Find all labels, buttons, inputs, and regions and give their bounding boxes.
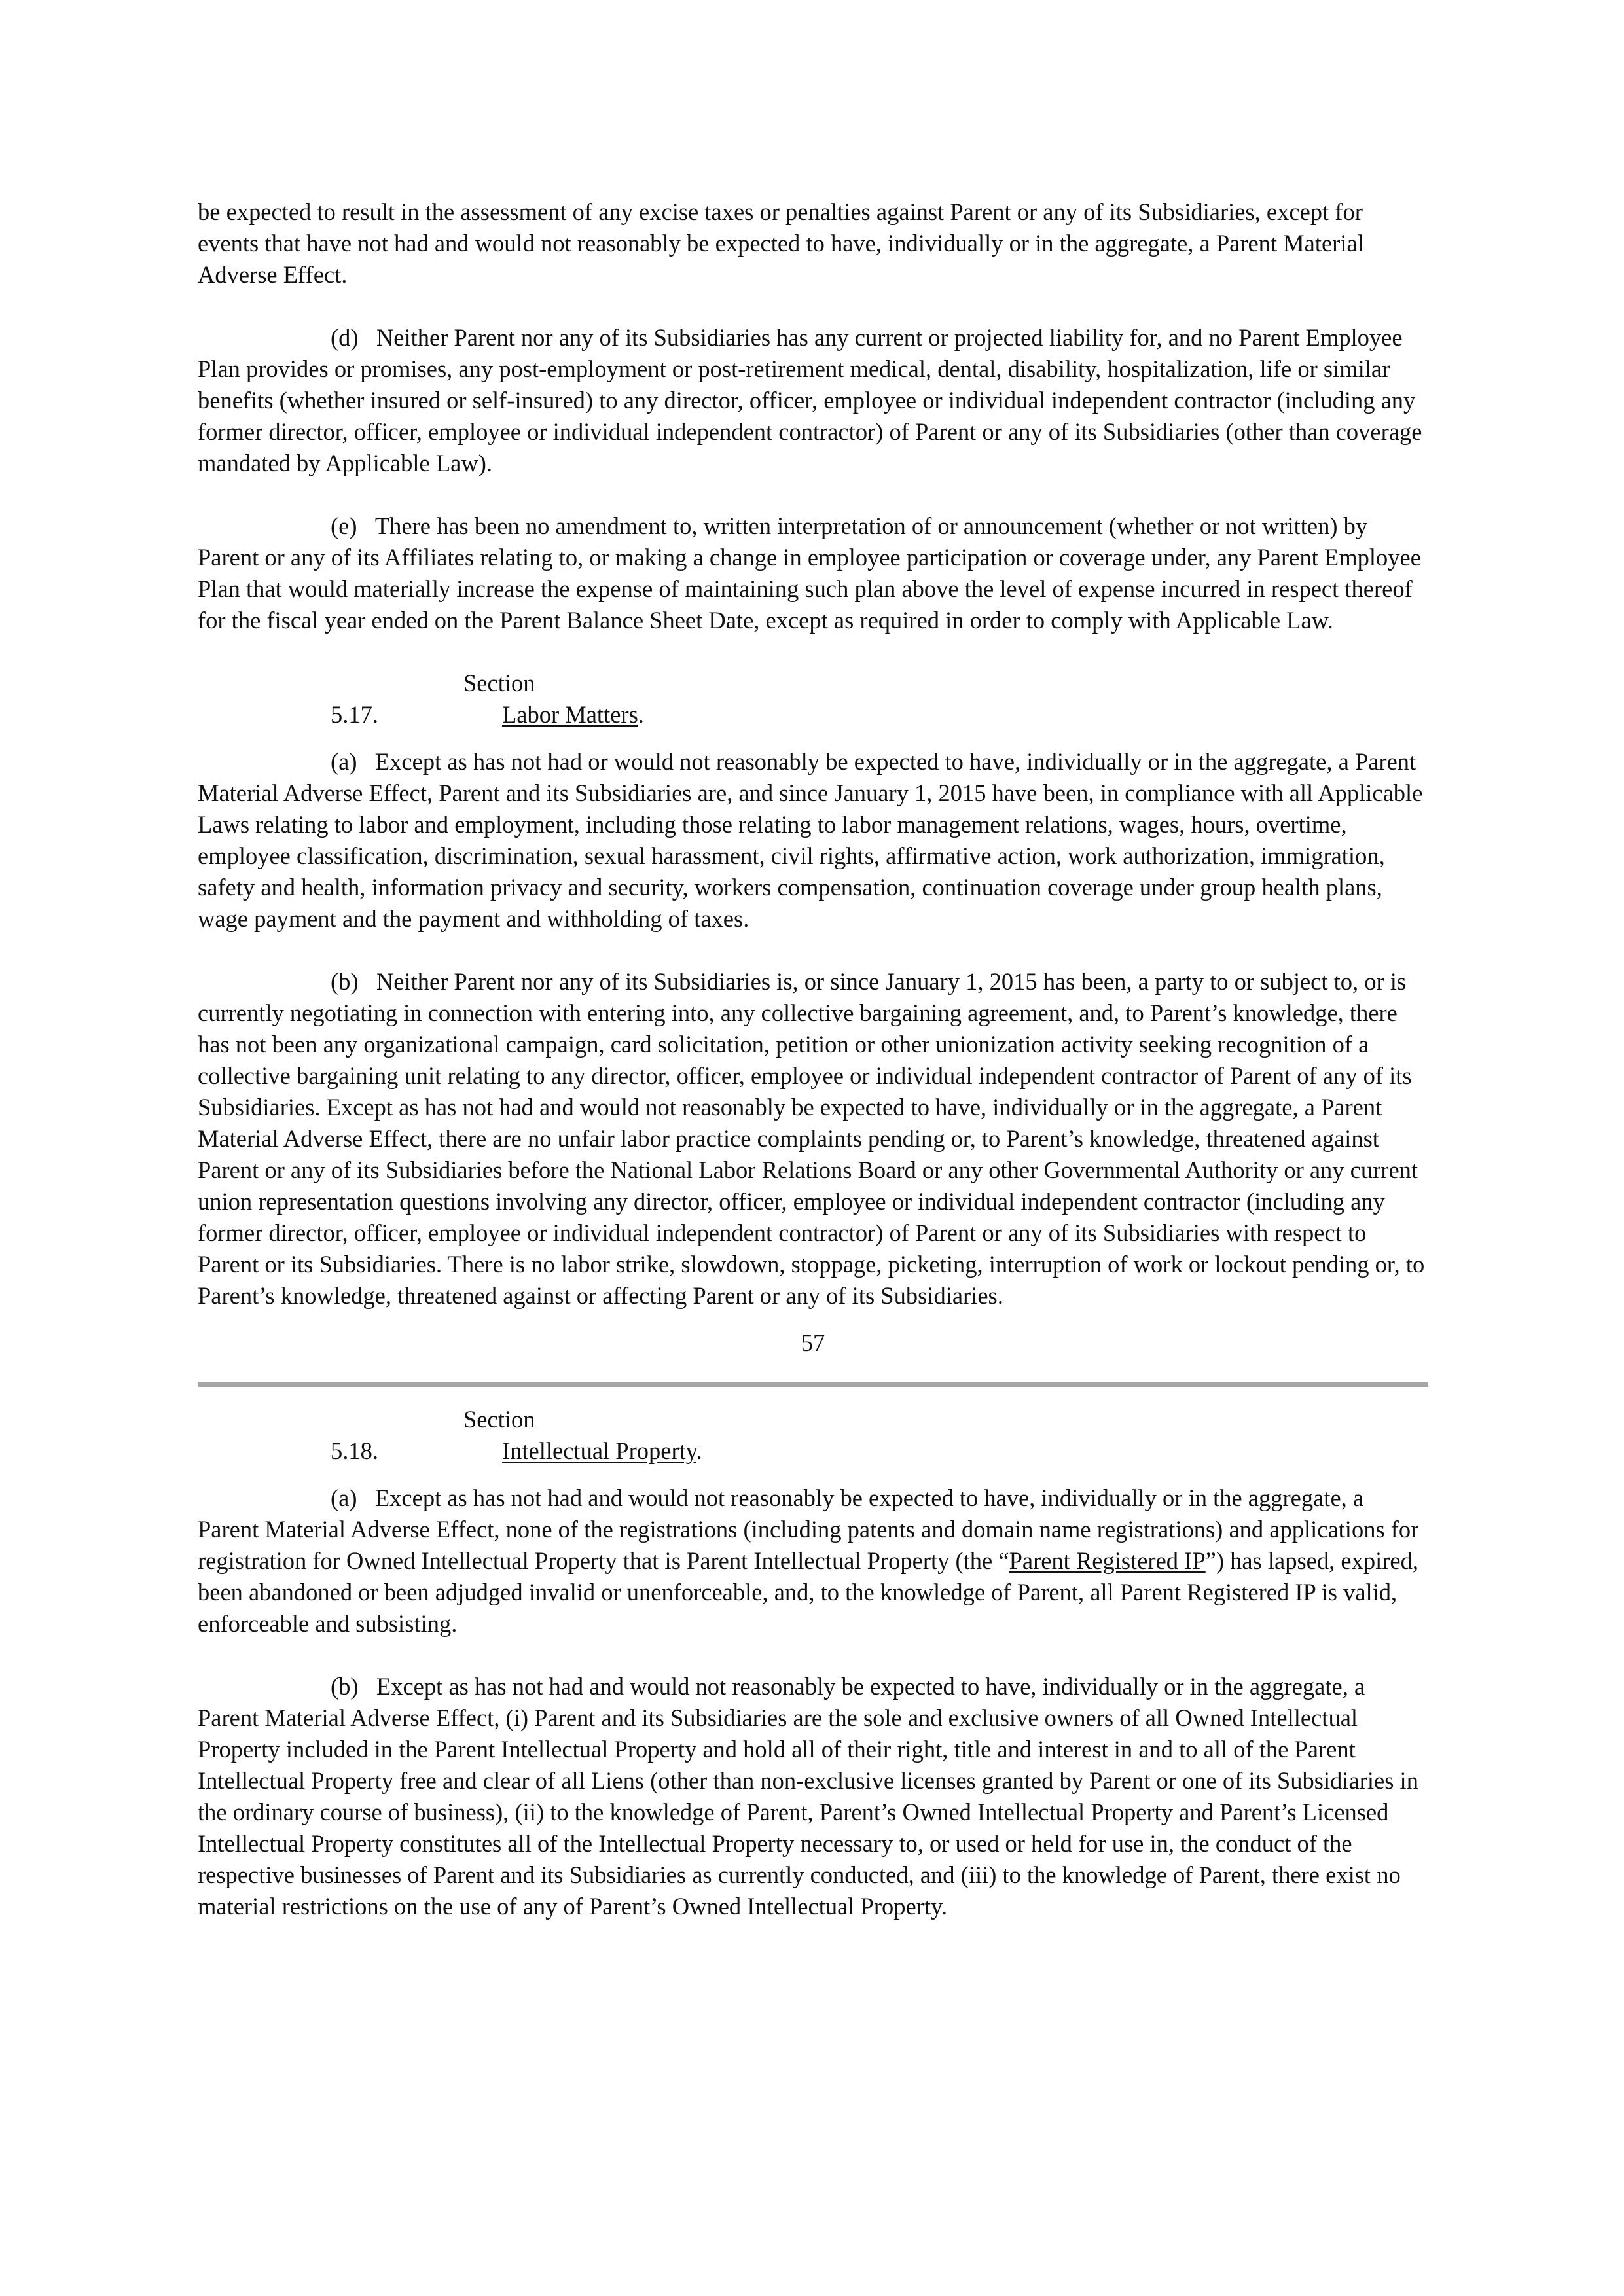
- section-title: Intellectual Property: [502, 1437, 696, 1464]
- section-number: Section 5.17.: [331, 670, 535, 728]
- section-5-17-paragraph-b: (b) Neither Parent nor any of its Subsidiaries is, or since January 1, 2015 has been, a party to or subject to, or is currently negotiating in connection with entering into, any collective bargaining agreement, and, to Parent’s knowledge, there has not been any organizational campaign, card solicitation, petition or other unionization activity seeking recognition of a collective bargaining unit relating to any director, officer, employee or individual independent contractor of Parent of any of its Subsidiaries. Except as has not had and would not reasonably be expected to have, individually or in the aggregate, a Parent Material Adverse Effect, there are no unfair labor practice complaints pending or, to Parent’s knowledge, threatened against Parent or any of its Subsidiaries before the National Labor Relations Board or any other Governmental Authority or any current union representation questions involving any director, officer, employee or individual independent contractor (including any former director, officer, employee or individual independent contractor) of Parent or any of its Subsidiaries with respect to Parent or its Subsidiaries. There is no labor strike, slowdown, stoppage, picketing, interruption of work or lockout pending or, to Parent’s knowledge, threatened against or affecting Parent or any of its Subsidiaries.: [198, 968, 1425, 1309]
- page-break-divider: [198, 1382, 1428, 1387]
- section-number: Section 5.18.: [331, 1406, 535, 1464]
- document-page: [198, 196, 1428, 1922]
- defined-term-parent-registered-ip: Parent Registered IP: [1009, 1547, 1206, 1574]
- paragraph-d: (d) Neither Parent nor any of its Subsidiaries has any current or projected liability for, and no Parent Employee Plan provides or promises, any post-employment or post-retirement medical, dental, disability, hospitalization, life or similar benefits (whether insured or self-insured) to any director, officer, employee or individual independent contractor (including any former director, officer, employee or individual independent contractor) of Parent or any of its Subsidiaries (other than coverage mandated by Applicable Law).: [198, 324, 1422, 476]
- section-5-18-heading: [198, 1404, 1428, 1467]
- paragraph-a-text-start: (a) Except as has not had and would not reasonably be expected to have, individually or in the aggregate, a Parent Material Adverse Effect, none of the registrations (including patents and domain name registrations) and applications for registration for Owned Intellectual Property that is Parent Intellectual Property (the “: [198, 1484, 1419, 1574]
- section-5-18-paragraph-b: (b) Except as has not had and would not reasonably be expected to have, individually or in the aggregate, a Parent Material Adverse Effect, (i) Parent and its Subsidiaries are the sole and exclusive owners of all Owned Intellectual Property included in the Parent Intellectual Property and hold all of their right, title and interest in and to all of the Parent Intellectual Property free and clear of all Liens (other than non-exclusive licenses granted by Parent or one of its Subsidiaries in the ordinary course of business), (ii) to the knowledge of Parent, Parent’s Owned Intellectual Property and Parent’s Licensed Intellectual Property constitutes all of the Intellectual Property necessary to, or used or held for use in, the conduct of the respective businesses of Parent and its Subsidiaries as currently conducted, and (iii) to the knowledge of Parent, there exist no material restrictions on the use of any of Parent’s Owned Intellectual Property.: [198, 1673, 1418, 1920]
- section-5-17-heading: [198, 668, 1428, 730]
- paragraph-a-text-end: ”) has lapsed, expired, been abandoned or been adjudged invalid or unenforceable, and, to the knowledge of Parent, all Parent Registered IP is valid, enforceable and subsisting.: [198, 1547, 1418, 1637]
- section-5-17-paragraph-a: (a) Except as has not had or would not reasonably be expected to have, individually or in the aggregate, a Parent Material Adverse Effect, Parent and its Subsidiaries are, and since January 1, 2015 have been, in compliance with all Applicable Laws relating to labor and employment, including those relating to labor management relations, wages, hours, overtime, employee classification, discrimination, sexual harassment, civil rights, affirmative action, work authorization, immigration, safety and health, information privacy and security, workers compensation, continuation coverage under group health plans, wage payment and the payment and withholding of taxes.: [198, 748, 1423, 932]
- section-title-period: .: [696, 1437, 702, 1464]
- section-title-period: .: [638, 701, 644, 728]
- section-5-18-paragraph-a: [198, 1482, 1428, 1640]
- paragraph-e: (e) There has been no amendment to, written interpretation of or announcement (whether or not written) by Parent or any of its Affiliates relating to, or making a change in employee participation or coverage under, any Parent Employee Plan that would materially increase the expense of maintaining such plan above the level of expense incurred in respect thereof for the fiscal year ended on the Parent Balance Sheet Date, except as required in order to comply with Applicable Law.: [198, 512, 1421, 634]
- page-number: 57: [801, 1329, 825, 1356]
- section-title: Labor Matters: [502, 701, 638, 728]
- continuation-paragraph: be expected to result in the assessment of any excise taxes or penalties against Parent or any of its Subsidiaries, except for events that have not had and would not reasonably be expected to have, individually or in the aggregate, a Parent Material Adverse Effect.: [198, 198, 1364, 288]
